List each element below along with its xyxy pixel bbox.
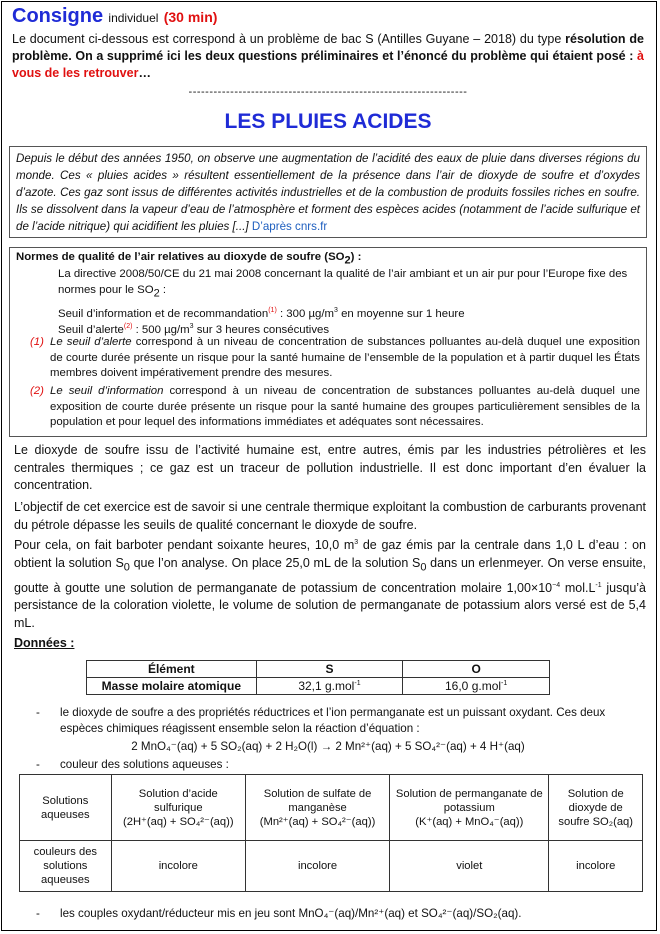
note-2-number: (2)	[30, 385, 44, 397]
th-sulfuric: Solution d’acide sulfurique (2H⁺(aq) + SO₄²⁻(aq))	[111, 775, 245, 841]
bullet-dash-3: -	[36, 907, 40, 920]
note-2: Le seuil d’information correspond à un niveau de concentration de substances polluantes au-delà duquel une exposition de courte durée présente un risque pour la santé humaine des groupes particulièrement sensibles de la population et pour lequel des informations immédiates et adéquates sont nécessaires.	[50, 385, 640, 428]
color-sulfuric: incolore	[111, 841, 245, 892]
note-1: Le seuil d’alerte correspond à un niveau de concentration de substances polluantes au-delà duquel une exposition de courte durée présente un risque pour la santé humaine de l’ensemble de la population et à partir duquel les États membres doivent impérativement prendre des mesures.	[50, 336, 640, 379]
reaction-equation: 2 MnO₄⁻(aq) + 5 SO₂(aq) + 2 H₂O(l) → 2 Mn²⁺(aq) + 5 SO₄²⁻(aq) + 4 H⁺(aq)	[131, 740, 525, 753]
th-o: O	[403, 661, 550, 678]
intro-text: Le document ci-dessous est correspond à un problème de bac S (Antilles Guyane – 2018) du type	[12, 32, 562, 46]
th-s: S	[256, 661, 403, 678]
paragraph-1: Le dioxyde de soufre issu de l’activité humaine est, entre autres, émis par les industries pétrolières et les centrales thermiques ; ce gaz est un traceur de pollution industrielle. Il est donc important d’en évaluer la concentration.	[14, 443, 646, 492]
donnees-heading: Données :	[14, 636, 75, 650]
intro-bold: résolution de problème. On a supprimé ici les deux questions préliminaires et l’énoncé du problème qui étaient posé :	[12, 32, 644, 63]
context-box	[9, 146, 647, 238]
th-element: Élément	[87, 661, 257, 678]
seuil-alerte: Seuil d’alerte$^{(2)}$ : 500 $\mu g/m^3$ sur 3 heures consécutives	[58, 323, 330, 336]
source-credit: D’après cnrs.fr	[251, 220, 328, 233]
norms-title: Normes de qualité de l’air relatives au dioxyde de soufre $(SO_2)$ :	[16, 251, 362, 267]
s-molar-mass: 32,1 g.mol$^{-1}$	[256, 678, 403, 695]
consigne-label: Consigne	[12, 5, 104, 27]
intro-red: à vous de les retrouver	[12, 49, 644, 80]
directive-text: La directive 2008/50/CE du 21 mai 2008 concernant la qualité de l’air ambiant et un air pur pour l’Europe fixe des normes pour le $SO_2$ :	[58, 268, 628, 299]
instruction-header	[12, 5, 217, 28]
paragraph-2: L’objectif de cet exercice est de savoir si une centrale thermique exploitant la combustion de carburants provenant du pétrole dépasse les seuils de qualité concernant le dioxyde de soufre. Pour cela, on fait barboter pendant soixante heures, 10,0 $m^3$ de gaz émis par la centrale dans 1,0 L d’eau : on obtient la solution $S_0$ que l’on analyse. On place 25,0 mL de la solution $S_0$ dans un erlenmeyer. On verse ensuite, goutte à goutte une solution de permanganate de potassium de concentration molaire $1,00\times 10^{-4}$ $mol.L^{-1}$ jusqu’à persistance de la coloration violette, le volume de solution de permanganate de potassium alors versé est de 5,4 mL.	[14, 500, 647, 630]
bullet-couples: les couples oxydant/réducteur mis en jeu sont MnO₄⁻(aq)/Mn²⁺(aq) et SO₄²⁻(aq)/SO₂(aq).	[60, 907, 522, 920]
separator: -------------------------------------------------------------------	[188, 86, 468, 98]
note-1-number: (1)	[30, 336, 44, 348]
o-molar-mass: 16,0 g.mol$^{-1}$	[403, 678, 550, 695]
row-label: Masse molaire atomique	[87, 678, 257, 695]
page-title: LES PLUIES ACIDES	[224, 110, 432, 133]
th-solutions: Solutions aqueuses	[20, 775, 112, 841]
bullet-dash-1: -	[36, 706, 40, 719]
color-so2: incolore	[549, 841, 643, 892]
row-colors-label: couleurs des solutions aqueuses	[20, 841, 112, 892]
context-text: Depuis le début des années 1950, on observe une augmentation de l’acidité des eaux de pluie dans diverses régions du monde. Ces « pluies acides » résultent essentiellement de la présence dans l’air de dioxyde de soufre et d’oxydes d’azote. Ces gaz sont issus de différentes activités industrielles et de la combustion de produits fossiles riches en soufre. Ils se dissolvent dans la vapeur d’eau de l’atmosphère et forment des espèces acides (notamment de l’acide sulfurique et de l’acide nitrique) qui acidifient les pluies [...]	[16, 152, 640, 233]
duration-label: (30 min)	[163, 9, 218, 25]
th-permanganate: Solution de permanganate de potassium (K⁺(aq) + MnO₄⁻(aq))	[390, 775, 549, 841]
bullet-dash-2: -	[36, 758, 40, 771]
bullet-colors: couleur des solutions aqueuses :	[60, 758, 229, 771]
individuel-label: individuel	[108, 11, 159, 25]
instruction-text	[12, 31, 644, 82]
intro-end: …	[138, 66, 151, 80]
norms-box	[9, 247, 647, 437]
color-permanganate: violet	[390, 841, 549, 892]
th-so2: Solution de dioxyde de soufre SO₂(aq)	[549, 775, 643, 841]
colors-table	[19, 774, 643, 892]
molar-mass-table	[86, 660, 550, 695]
bullet-redox: le dioxyde de soufre a des propriétés réductrices et l’ion permanganate est un puissant oxydant. Ces deux espèces chimiques réagissent ensemble selon la réaction d’équation :	[60, 706, 606, 735]
seuil-information: Seuil d’information et de recommandation$^{(1)}$ : 300 $\mu g/m^3$ en moyenne sur 1 heure	[58, 307, 465, 320]
color-manganese: incolore	[245, 841, 389, 892]
th-manganese: Solution de sulfate de manganèse (Mn²⁺(aq) + SO₄²⁻(aq))	[245, 775, 389, 841]
